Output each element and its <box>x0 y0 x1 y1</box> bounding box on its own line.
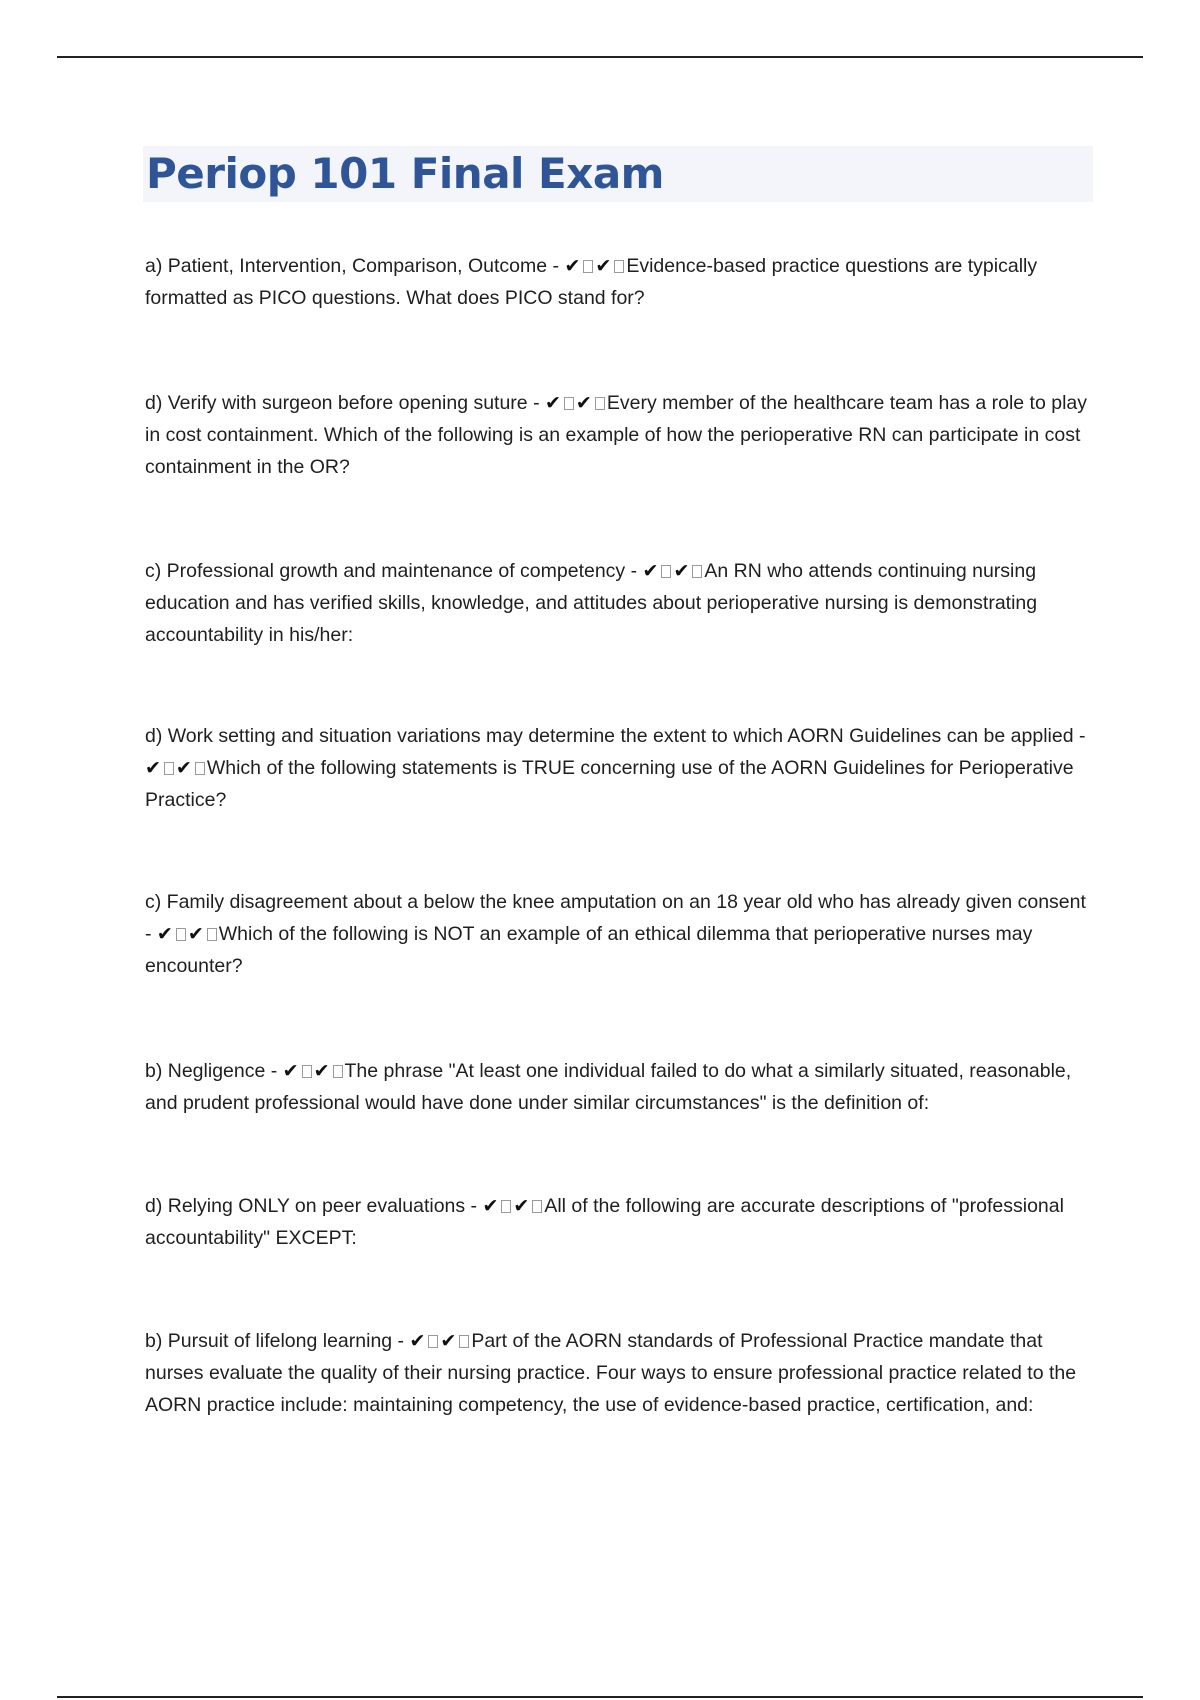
question-text: Evidence-based practice questions are typically formatted as PICO questions. What does PICO stand for? <box>145 255 1038 309</box>
empty-box-icon <box>614 260 624 273</box>
check-mark-icon: ✔ <box>545 392 561 414</box>
check-mark-icon: ✔ <box>156 923 173 945</box>
check-mark-icon: ✔ <box>282 1060 299 1082</box>
separator: - <box>547 255 565 277</box>
question-text: Which of the following statements is TRUE concerning use of the AORN Guidelines for Perioperative Practice? <box>145 757 1074 811</box>
separator: - <box>465 1195 483 1217</box>
empty-box-icon <box>176 928 186 941</box>
check-mark-icon: ✔ <box>513 1195 530 1217</box>
empty-box-icon <box>164 762 174 775</box>
top-rule <box>57 56 1143 58</box>
empty-box-icon <box>564 397 574 410</box>
qa-item-7 <box>145 1190 1095 1254</box>
empty-box-icon <box>302 1065 312 1078</box>
answer-text: c) Professional growth and maintenance of competency <box>145 560 626 582</box>
check-mark-icon: ✔ <box>409 1330 426 1352</box>
answer-text: c) Family disagreement about a below the knee amputation on an 18 year old who has already given consent <box>145 891 1086 913</box>
separator: - <box>265 1060 283 1082</box>
qa-item-4 <box>145 720 1095 816</box>
check-mark-icon: ✔ <box>642 560 659 582</box>
qa-item-1 <box>145 250 1095 314</box>
check-mark-icon: ✔ <box>313 1060 330 1082</box>
separator: - <box>1073 725 1086 747</box>
empty-box-icon <box>428 1335 438 1348</box>
check-mark-icon: ✔ <box>440 1330 457 1352</box>
check-mark-icon: ✔ <box>575 392 592 414</box>
answer-text: b) Pursuit of lifelong learning <box>145 1330 393 1352</box>
qa-item-6 <box>145 1055 1095 1119</box>
separator: - <box>625 560 643 582</box>
empty-box-icon <box>195 762 205 775</box>
empty-box-icon <box>661 565 671 578</box>
question-text: Part of the AORN standards of Professional Practice mandate that nurses evaluate the quality of their nursing practice. Four ways to ensure professional practice related to the AORN practice include: maintaining competency, the use of evidence-based practice, certification, and: <box>145 1330 1077 1416</box>
empty-box-icon <box>333 1065 343 1078</box>
check-mark-icon: ✔ <box>564 255 581 277</box>
question-text: Every member of the healthcare team has a role to play in cost containment. Which of the following is an example of how the perioperative RN can participate in cost containment in the OR? <box>145 392 1088 478</box>
question-text: All of the following are accurate descriptions of "professional accountability" EXCEPT: <box>145 1195 1064 1249</box>
check-mark-icon: ✔ <box>145 757 161 779</box>
empty-box-icon <box>692 565 702 578</box>
empty-box-icon <box>207 928 217 941</box>
question-text: An RN who attends continuing nursing education and has verified skills, knowledge, and attitudes about perioperative nursing is demonstrating accountability in his/her: <box>145 560 1038 646</box>
separator: - <box>527 392 545 414</box>
qa-item-5 <box>145 886 1095 982</box>
empty-box-icon <box>583 260 593 273</box>
empty-box-icon <box>501 1200 511 1213</box>
empty-box-icon <box>595 397 605 410</box>
answer-text: a) Patient, Intervention, Comparison, Outcome <box>145 255 548 277</box>
bottom-rule <box>57 1696 1143 1698</box>
check-mark-icon: ✔ <box>673 560 690 582</box>
check-mark-icon: ✔ <box>175 757 192 779</box>
answer-text: b) Negligence <box>145 1060 266 1082</box>
qa-item-8 <box>145 1325 1095 1421</box>
qa-item-3 <box>145 555 1095 651</box>
answer-text: d) Work setting and situation variations may determine the extent to which AORN Guidelines can be applied <box>145 725 1074 747</box>
separator: - <box>392 1330 410 1352</box>
check-mark-icon: ✔ <box>595 255 612 277</box>
empty-box-icon <box>459 1335 469 1348</box>
question-text: The phrase "At least one individual failed to do what a similarly situated, reasonable, and prudent professional would have done under similar circumstances" is the definition of: <box>145 1060 1072 1114</box>
answer-text: d) Verify with surgeon before opening suture <box>145 392 528 414</box>
check-mark-icon: ✔ <box>482 1195 499 1217</box>
separator: - <box>145 923 157 945</box>
answer-text: d) Relying ONLY on peer evaluations <box>145 1195 466 1217</box>
check-mark-icon: ✔ <box>187 923 204 945</box>
qa-item-2 <box>145 387 1095 483</box>
empty-box-icon <box>532 1200 542 1213</box>
page-title: Periop 101 Final Exam <box>146 149 664 198</box>
question-text: Which of the following is NOT an example of an ethical dilemma that perioperative nurses may encounter? <box>145 923 1033 977</box>
